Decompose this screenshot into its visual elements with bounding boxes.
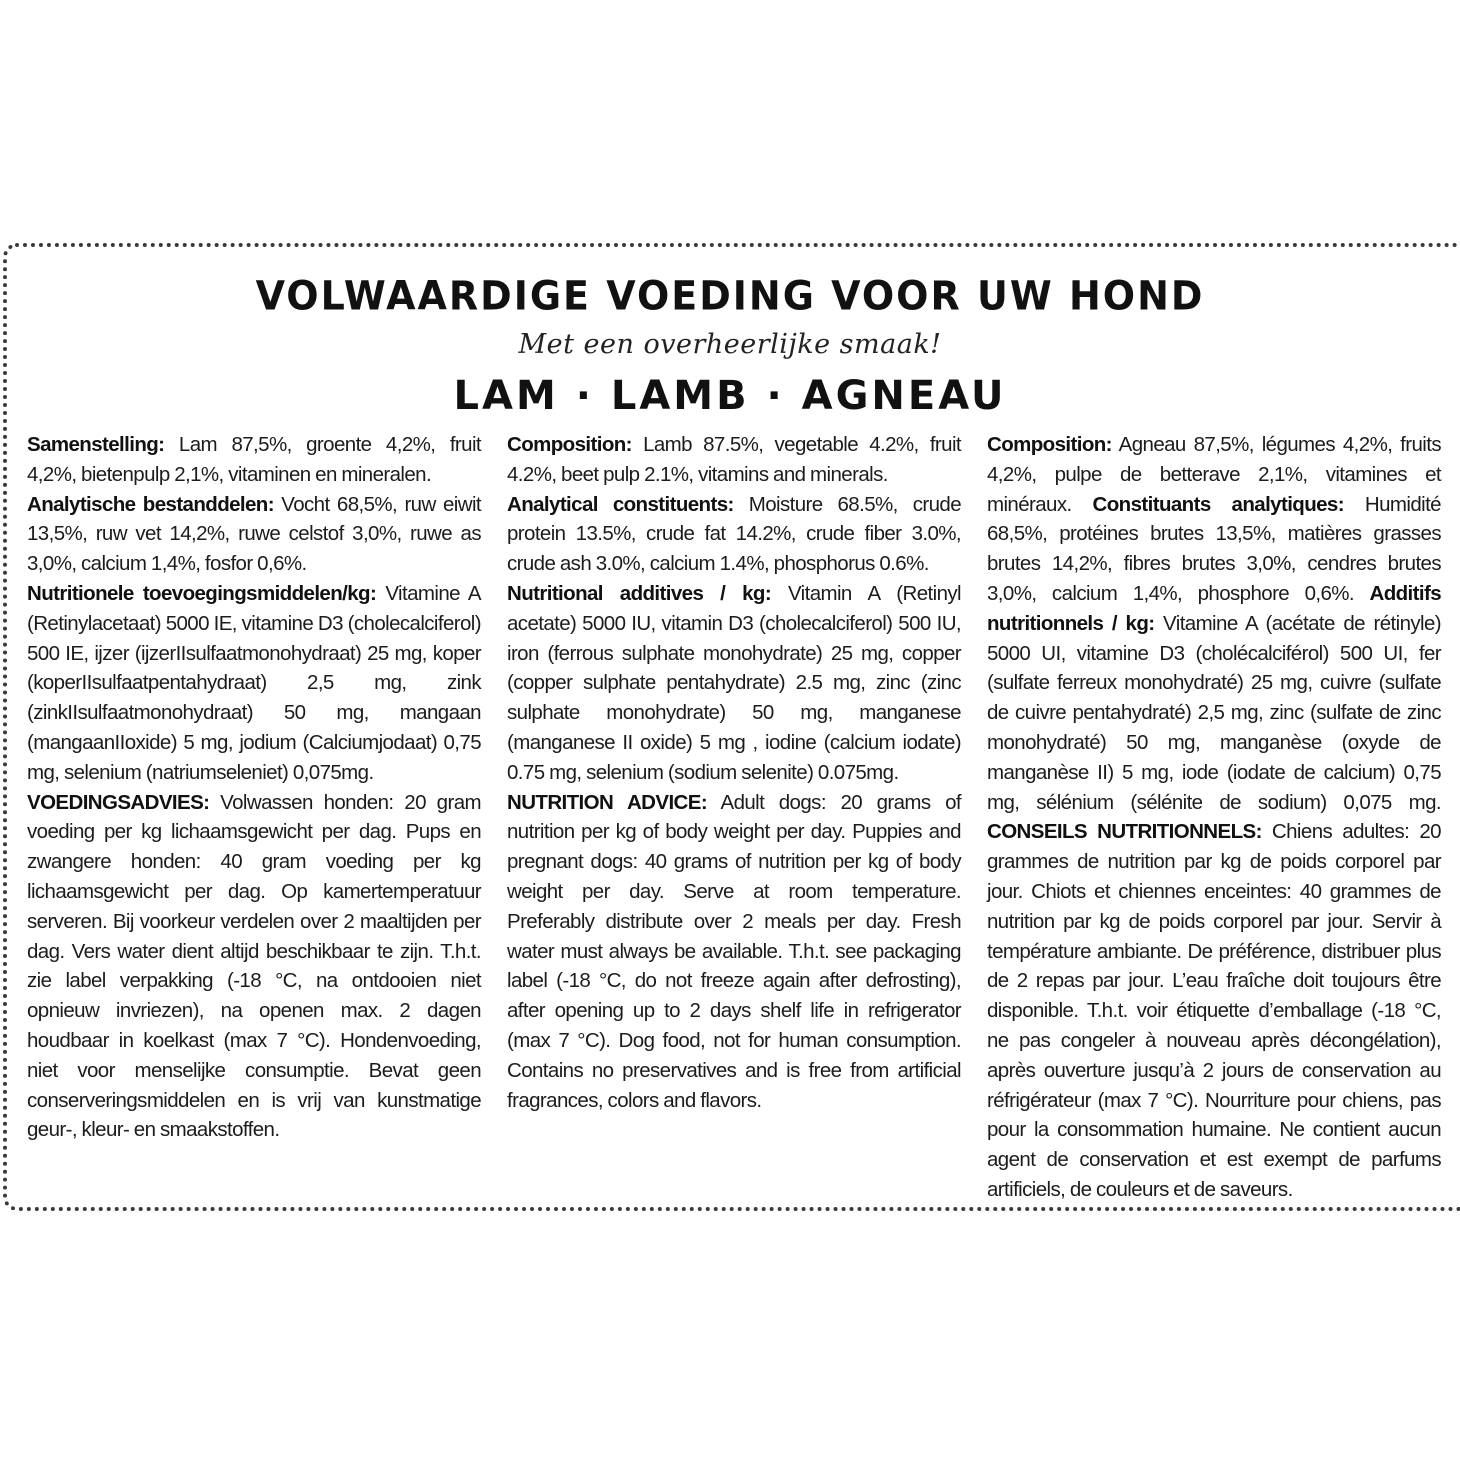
advice-text: Volwassen honden: 20 gram voeding per kg lichaamsgewicht per dag. Pups en zwangere honden: 40 gram voeding per kg lichaamsgewicht per dag. Op kamertemperatuur serveren. Bij voorkeur verdelen over 2 maaltijden per dag. Vers water dient altijd beschikbaar te zijn. T.h.t. zie label verpakking (-18 °C, na ontdooien niet opnieuw invriezen), na openen max. 2 dagen houdbaar in koelkast (max 7 °C). Hondenvoeding, niet voor menselijke consumptie. Bevat geen conserveringsmiddelen en is vrij van kunstmatige geur-, kleur- en smaakstoffen. [27, 790, 481, 1142]
analytical-label: Analytical constituents: [507, 492, 734, 516]
advice-section [507, 788, 961, 1116]
composition-label: Samenstelling: [27, 433, 165, 456]
additives-text: Vitamin A (Retinyl acetate) 5000 IU, vitamin D3 (cholecalciferol) 500 IU, iron (ferrous sulphate monohydrate) 25 mg, copper (copper sulphate pentahydrate) 2.5 mg, zinc (zinc sulphate monohydrate) 50 mg, manganese (manganese II oxide) 5 mg , iodine (calcium iodate) 0.75 mg, selenium (sodium selenite) 0.075mg. [507, 581, 961, 784]
analytical-label: Constituants analytiques: [1092, 492, 1344, 516]
additives-label: Additifs nutritionnels / kg: [987, 581, 1441, 635]
column-dutch [27, 430, 481, 1145]
additives-section [507, 579, 961, 788]
advice-label: VOEDINGSADVIES: [27, 790, 210, 814]
composition-text: Lam 87,5%, groente 4,2%, fruit 4,2%, bietenpulp 2,1%, vitaminen en mineralen. [27, 433, 481, 486]
analytical-section [27, 490, 481, 579]
advice-text: Chiens adultes: 20 grammes de nutrition par kg de poids corporel par jour. Chiots et chiennes enceintes: 40 grammes de nutrition par kg de poids corporel par jour. Servir à température ambiante. De préférence, distribuer plus de 2 repas par jour. L’eau fraîche doit toujours être disponible. T.h.t. voir étiquette d’emballage (-18 °C, ne pas congeler à nouveau après décongélation), après ouverture jusqu’à 2 jours de conservation au réfrigérateur (max 7 °C). Nourriture pour chiens, pas pour la consommation humaine. Ne contient aucun agent de conservation et est exempt de parfums artificiels, de couleurs et de saveurs. [987, 820, 1441, 1201]
composition-label: Composition: [987, 433, 1112, 456]
analytical-text: Moisture 68.5%, crude protein 13.5%, crude fat 14.2%, crude fiber 3.0%, crude ash 3.0%, calcium 1.4%, phosphorus 0.6%. [507, 492, 961, 576]
composition-section [507, 430, 961, 490]
advice-text: Adult dogs: 20 grams of nutrition per kg of body weight per day. Puppies and pregnant dogs: 40 grams of nutrition per kg of body weight per day. Serve at room temperature. Preferably distribute over 2 meals per day. Fresh water must always be available. T.h.t. see packaging label (-18 °C, do not freeze again after defrosting), after opening up to 2 days shelf life in refrigerator (max 7 °C). Dog food, not for human consumption. Contains no preservatives and is free from artificial fragrances, colors and flavors. [507, 790, 961, 1112]
analytical-label: Analytische bestanddelen: [27, 492, 274, 516]
analytical-text: Humidité 68,5%, protéines brutes 13,5%, matières grasses brutes 14,2%, fibres brutes 3,0%, cendres brutes 3,0%, calcium 1,4%, phosphore 0,6%. [987, 492, 1441, 605]
additives-text: Vitamine A (Retinylacetaat) 5000 IE, vitamine D3 (cholecalciferol) 500 IE, ijzer (ijzerIIsulfaatmonohydraat) 25 mg, koper (koperIIsulfaatpentahydraat) 2,5 mg, zink (zinkIIsulfaatmonohydraat) 50 mg, mangaan (mangaanIIoxide) 5 mg, jodium (Calciumjodaat) 0,75 mg, selenium (natriumseleniet) 0,075mg. [27, 581, 481, 784]
column-french [987, 430, 1441, 1205]
french-body [987, 430, 1441, 1205]
composition-label: Composition: [507, 433, 632, 456]
composition-text: Agneau 87,5%, légumes 4,2%, fruits 4,2%, pulpe de betterave 2,1%, vitamines et minéraux. [987, 433, 1441, 516]
additives-label: Nutritional additives / kg: [507, 581, 772, 605]
column-english [507, 430, 961, 1115]
product-title: VOLWAARDIGE VOEDING VOOR UW HOND [255, 272, 1205, 320]
additives-section [27, 579, 481, 788]
flavor-subtitle: LAM · LAMB · AGNEAU [453, 373, 1007, 419]
additives-label: Nutritionele toevoegingsmiddelen/kg: [27, 581, 377, 605]
additives-text: Vitamine A (acétate de rétinyle) 5000 UI, vitamine D3 (cholécalciférol) 500 UI, fer (sulfate ferreux monohydraté) 25 mg, cuivre (sulfate de cuivre pentahydraté) 2,5 mg, zinc (sulfate de zinc monohydraté) 50 mg, manganèse (oxyde de manganèse II) 5 mg, iode (iodate de calcium) 0,75 mg, sélénium (sélénite de sodium) 0,075 mg. [987, 611, 1442, 814]
analytical-text: Vocht 68,5%, ruw eiwit 13,5%, ruw vet 14,2%, ruwe celstof 3,0%, ruwe as 3,0%, calcium 1,4%, fosfor 0,6%. [27, 492, 482, 576]
advice-label: NUTRITION ADVICE: [507, 790, 708, 814]
composition-text: Lamb 87.5%, vegetable 4.2%, fruit 4.2%, beet pulp 2.1%, vitamins and minerals. [507, 433, 961, 486]
product-tagline: Met een overheerlijke smaak! [518, 329, 942, 360]
composition-section [27, 430, 481, 490]
analytical-section [507, 490, 961, 579]
advice-label: CONSEILS NUTRITIONNELS: [987, 820, 1262, 844]
advice-section [27, 788, 481, 1146]
label-header [0, 270, 1460, 424]
